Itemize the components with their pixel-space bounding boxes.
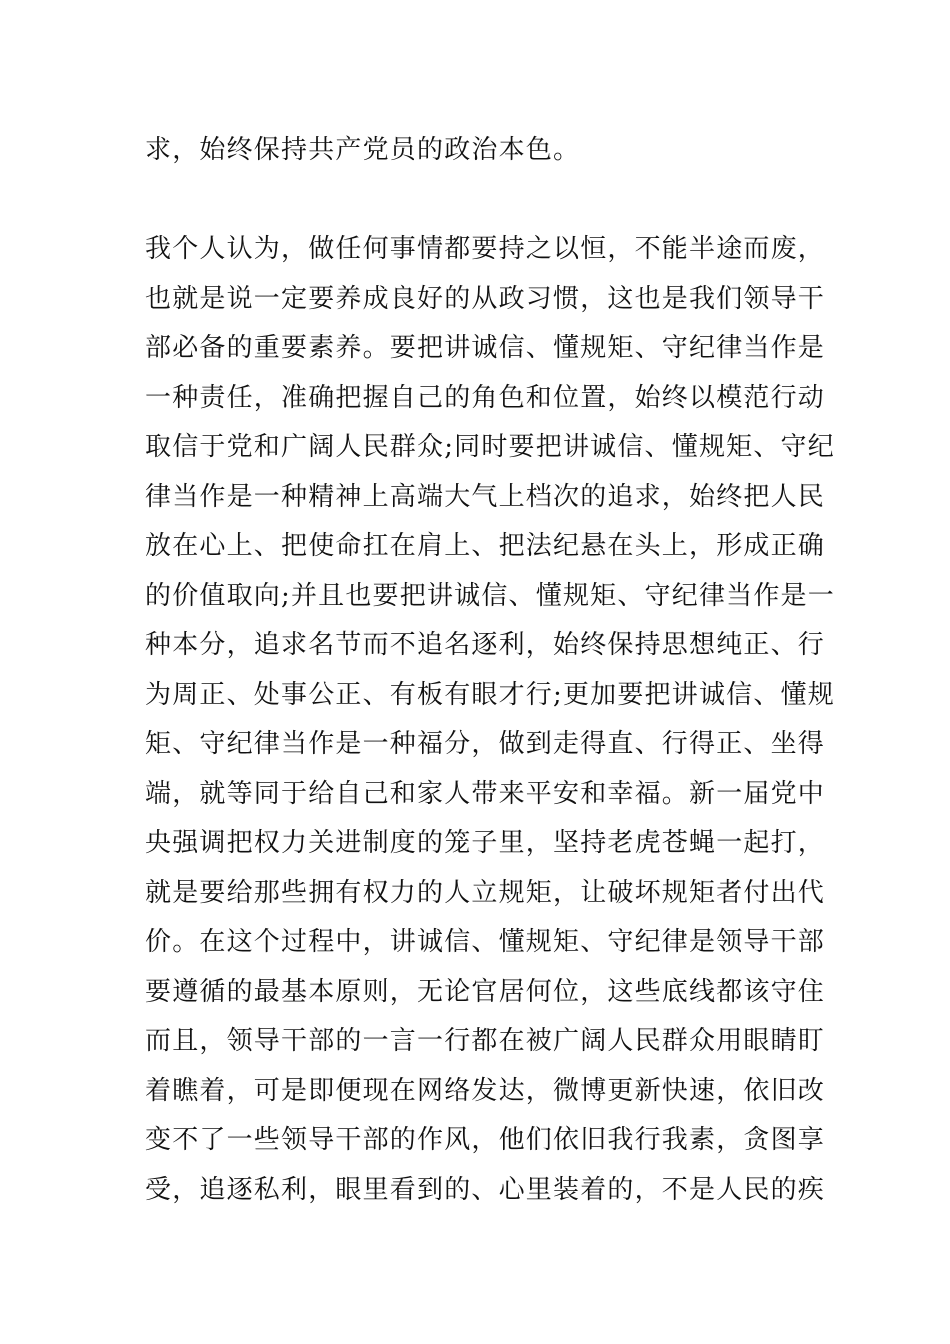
paragraph-2-line-14: 就是要给那些拥有权力的人立规矩，让破坏规矩者付出代	[145, 878, 826, 908]
paragraph-2-line-3: 部必备的重要素养。要把讲诚信、懂规矩、守纪律当作是	[145, 333, 826, 363]
paragraph-1-line-1: 求，始终保持共产党员的政治本色。	[145, 135, 581, 165]
paragraph-2-line-16: 要遵循的最基本原则，无论官居何位，这些底线都该守住	[145, 977, 826, 1007]
paragraph-2-line-13: 央强调把权力关进制度的笼子里，坚持老虎苍蝇一起打，	[145, 828, 826, 858]
paragraph-2-line-9: 种本分，追求名节而不追名逐利，始终保持思想纯正、行	[145, 630, 826, 660]
paragraph-2-line-10: 为周正、处事公正、有板有眼才行;更加要把讲诚信、懂规	[145, 680, 835, 710]
paragraph-2-line-5: 取信于党和广阔人民群众;同时要把讲诚信、懂规矩、守纪	[145, 432, 835, 462]
paragraph-2-line-19: 变不了一些领导干部的作风，他们依旧我行我素，贪图享	[145, 1125, 826, 1155]
paragraph-2-line-18: 着瞧着，可是即便现在网络发达，微博更新快速，依旧改	[145, 1076, 826, 1106]
paragraph-2-line-17: 而且，领导干部的一言一行都在被广阔人民群众用眼睛盯	[145, 1026, 826, 1056]
paragraph-2-line-7: 放在心上、把使命扛在肩上、把法纪悬在头上，形成正确	[145, 531, 826, 561]
paragraph-2-line-1: 我个人认为，做任何事情都要持之以恒，不能半途而废，	[145, 234, 826, 264]
paragraph-2-line-8: 的价值取向;并且也要把讲诚信、懂规矩、守纪律当作是一	[145, 581, 835, 611]
paragraph-2-line-11: 矩、守纪律当作是一种福分，做到走得直、行得正、坐得	[145, 729, 826, 759]
paragraph-2-line-12: 端，就等同于给自己和家人带来平安和幸福。新一届党中	[145, 779, 826, 809]
paragraph-2-line-15: 价。在这个过程中，讲诚信、懂规矩、守纪律是领导干部	[145, 927, 826, 957]
paragraph-2-line-6: 律当作是一种精神上高端大气上档次的追求，始终把人民	[145, 482, 826, 512]
paragraph-2-line-4: 一种责任，准确把握自己的角色和位置，始终以模范行动	[145, 383, 826, 413]
paragraph-2-line-20: 受，追逐私利，眼里看到的、心里装着的，不是人民的疾	[145, 1175, 826, 1205]
paragraph-2-line-2: 也就是说一定要养成良好的从政习惯，这也是我们领导干	[145, 284, 826, 314]
